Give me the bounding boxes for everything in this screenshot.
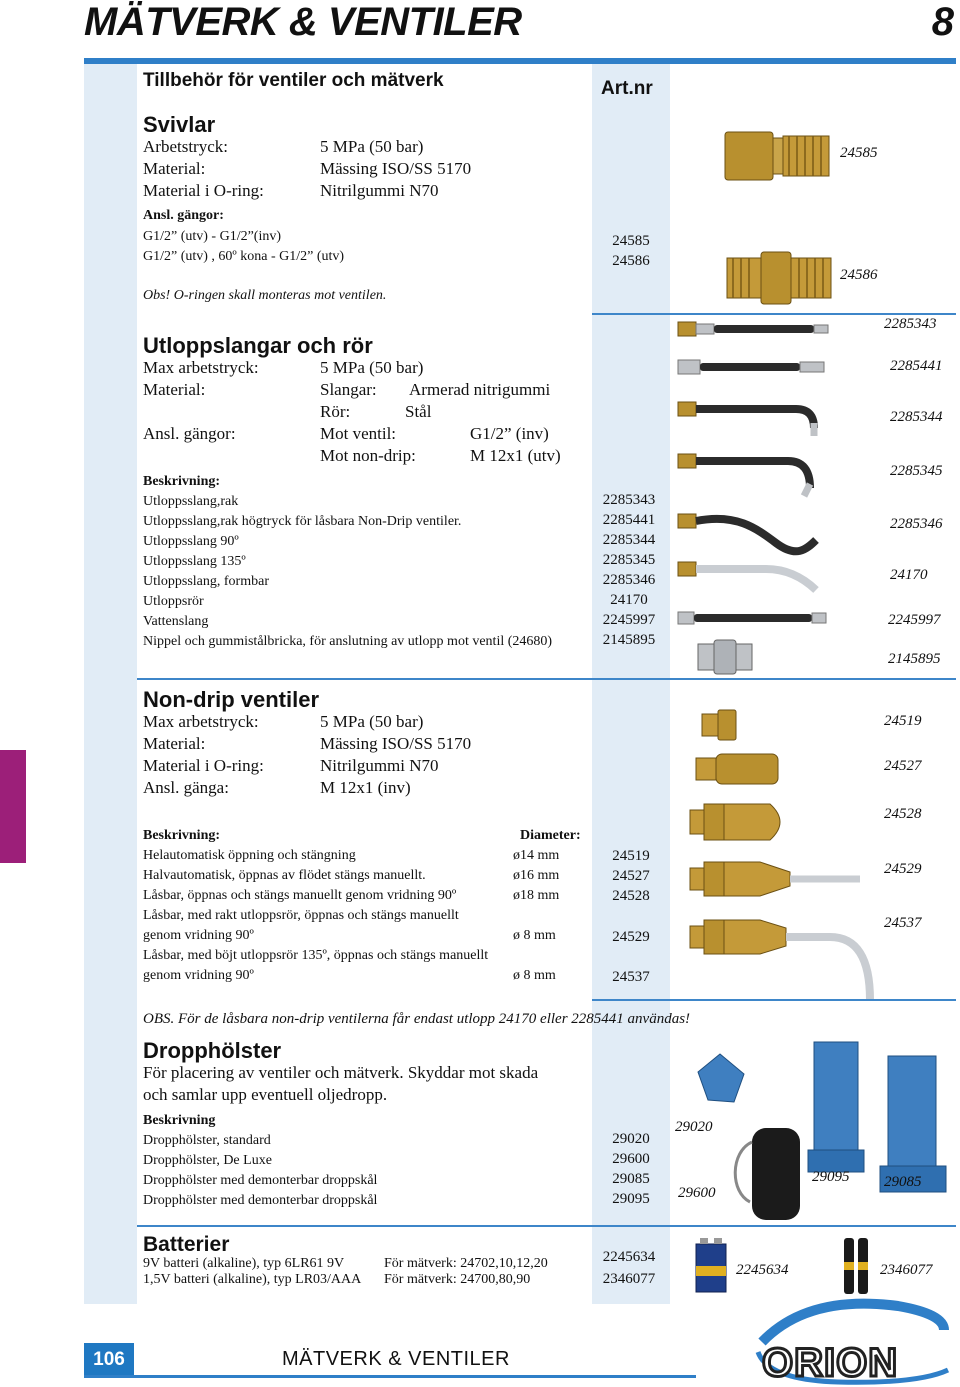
nondrip-valves-image [690, 700, 890, 1010]
svivlar-spec-value: Mässing ISO/SS 5170 [320, 159, 472, 178]
utlopp-mot-ventil-value: G1/2” (inv) [470, 424, 549, 443]
image-label: 24537 [884, 915, 922, 931]
swivel-24586-image [727, 250, 837, 306]
utlopp-item-desc: Utloppsslang, formbar [143, 574, 269, 589]
batterier-title: Batterier [143, 1233, 230, 1256]
utlopp-slang-value: Armerad nitrigummi [409, 380, 551, 399]
utlopp-item-desc: Utloppsslang,rak högtryck för låsbara Non-Drip ventiler. [143, 514, 462, 529]
nondrip-spec-label: Material i O-ring: [143, 756, 264, 775]
nondrip-spec-label: Material: [143, 734, 206, 753]
nondrip-spec-value: 5 MPa (50 bar) [320, 712, 424, 731]
dropp-item-desc: Dropphölster med demonterbar droppskål [143, 1193, 378, 1208]
image-label: 24170 [890, 567, 928, 583]
art-number: 2285346 [602, 572, 656, 588]
nondrip-spec-value: M 12x1 (inv) [320, 778, 411, 797]
section-heading: Tillbehör för ventiler och mätverk [143, 70, 444, 91]
art-number-column [592, 64, 670, 1304]
image-label: 29085 [884, 1174, 922, 1190]
utlopp-mot-nondrip-label: Mot non-drip: [320, 446, 416, 465]
chapter-number: 8 [931, 0, 954, 44]
svivlar-title: Svivlar [143, 112, 216, 137]
art-number: 24519 [612, 848, 650, 864]
image-label: 2245997 [888, 612, 941, 628]
image-label: 2285345 [890, 463, 943, 479]
svivlar-spec-value: 5 MPa (50 bar) [320, 137, 424, 156]
image-label: 2285343 [884, 316, 937, 332]
chapter-side-tab [0, 750, 26, 863]
utlopp-item-desc: Utloppsslang 90º [143, 534, 239, 549]
svivlar-note: Obs! O-ringen skall monteras mot ventilen. [143, 288, 387, 303]
image-label: 2245634 [736, 1262, 789, 1278]
left-column-band [84, 64, 137, 1304]
image-label: 24585 [840, 145, 878, 161]
nondrip-spec-label: Max arbetstryck: [143, 712, 259, 731]
dropp-title: Dropphölster [143, 1038, 282, 1063]
utlopp-title: Utloppslangar och rör [143, 333, 373, 358]
art-number: 2245634 [602, 1249, 656, 1265]
obs-note: OBS. För de låsbara non-drip ventilerna får endast utlopp 24170 eller 2285441 användas! [143, 1011, 691, 1027]
footer-title: MÄTVERK & VENTILER [282, 1348, 510, 1370]
nondrip-item-desc: genom vridning 90º [143, 928, 254, 943]
art-number: 29095 [612, 1191, 650, 1207]
dropp-item-desc: Dropphölster, De Luxe [143, 1153, 272, 1168]
image-label: 24529 [884, 861, 922, 877]
svivlar-spec-label: Material i O-ring: [143, 181, 264, 200]
swivel-24585-image [725, 126, 835, 186]
image-label: 2285344 [890, 409, 943, 425]
image-label: 24528 [884, 806, 922, 822]
footer-rule [84, 1375, 696, 1378]
art-number: 2285441 [602, 512, 656, 528]
drip-holders-image [690, 1042, 960, 1222]
image-label: 2145895 [888, 651, 941, 667]
art-number: 24585 [612, 233, 650, 249]
orion-logo [748, 1300, 958, 1384]
art-number: 24529 [612, 929, 650, 945]
utlopp-ror-value: Stål [405, 402, 432, 421]
art-number: 29020 [612, 1131, 650, 1147]
page-title: MÄTVERK & VENTILER [84, 0, 522, 44]
hoses-image [676, 318, 836, 678]
battery-desc: 9V batteri (alkaline), typ 6LR61 9V [143, 1256, 345, 1271]
battery-for: För mätverk: 24700,80,90 [384, 1272, 531, 1287]
image-label: 29095 [812, 1169, 850, 1185]
dropp-item-desc: Dropphölster, standard [143, 1133, 271, 1148]
image-label: 29020 [675, 1119, 713, 1135]
image-label: 2285441 [890, 358, 943, 374]
section-divider [592, 313, 956, 315]
svg-text:ORION: ORION [762, 1341, 899, 1385]
nondrip-item-diam: ø 8 mm [513, 928, 556, 943]
utlopp-item-desc: Nippel och gummistålbricka, för anslutning av utlopp mot ventil (24680) [143, 634, 553, 649]
nondrip-spec-value: Nitrilgummi N70 [320, 756, 439, 775]
svivlar-thread: G1/2” (utv) , 60º kona - G1/2” (utv) [143, 249, 345, 264]
nondrip-item-diam: ø14 mm [513, 848, 560, 863]
battery-for: För mätverk: 24702,10,12,20 [384, 1256, 548, 1271]
art-number: 24537 [612, 969, 650, 985]
nondrip-spec-label: Ansl. gänga: [143, 778, 229, 797]
nondrip-diam-header: Diameter: [520, 828, 581, 843]
nondrip-item-desc: Låsbar, med rakt utloppsrör, öppnas och stängs manuellt [143, 908, 459, 923]
utlopp-material-label: Material: [143, 380, 206, 399]
art-number: 24528 [612, 888, 650, 904]
nondrip-item-desc: Halvautomatisk, öppnas av flödet stängs manuellt. [143, 868, 426, 883]
utlopp-mot-nondrip-value: M 12x1 (utv) [470, 446, 561, 465]
image-label: 29600 [678, 1185, 716, 1201]
dropp-desc-header: Beskrivning [143, 1113, 216, 1128]
art-number: 2346077 [602, 1271, 656, 1287]
svivlar-spec-label: Arbetstryck: [143, 137, 228, 156]
nondrip-spec-value: Mässing ISO/SS 5170 [320, 734, 472, 753]
dropp-item-desc: Dropphölster med demonterbar droppskål [143, 1173, 378, 1188]
section-divider [592, 999, 956, 1001]
nondrip-item-desc: Helautomatisk öppning och stängning [143, 848, 356, 863]
art-number: 2285345 [602, 552, 656, 568]
header-rule [84, 58, 956, 64]
image-label: 2285346 [890, 516, 943, 532]
utlopp-item-desc: Utloppsslang,rak [143, 494, 239, 509]
art-number: 24586 [612, 253, 650, 269]
utlopp-spec-value: 5 MPa (50 bar) [320, 358, 424, 377]
svivlar-thread: G1/2” (utv) - G1/2”(inv) [143, 229, 282, 244]
art-number: 2245997 [602, 612, 656, 628]
nondrip-item-diam: ø 8 mm [513, 968, 556, 983]
image-label: 2346077 [880, 1262, 933, 1278]
nondrip-item-desc: genom vridning 90º [143, 968, 254, 983]
utlopp-item-desc: Utloppsrör [143, 594, 204, 609]
nondrip-item-diam: ø18 mm [513, 888, 560, 903]
utlopp-item-desc: Utloppsslang 135º [143, 554, 246, 569]
svivlar-ansl-label: Ansl. gängor: [143, 208, 224, 223]
page-number: 106 [84, 1343, 134, 1377]
utlopp-ansl-label: Ansl. gängor: [143, 424, 236, 443]
utlopp-slang-label: Slangar: [320, 380, 377, 399]
dropp-intro: och samlar upp eventuell oljedropp. [143, 1085, 388, 1104]
utlopp-mot-ventil-label: Mot ventil: [320, 424, 397, 443]
art-number: 29600 [612, 1151, 650, 1167]
art-number: 2285343 [602, 492, 656, 508]
nondrip-desc-header: Beskrivning: [143, 828, 221, 843]
svivlar-spec-label: Material: [143, 159, 206, 178]
nondrip-item-diam: ø16 mm [513, 868, 560, 883]
nondrip-title: Non-drip ventiler [143, 687, 320, 712]
utlopp-item-desc: Vattenslang [143, 614, 209, 629]
svivlar-spec-value: Nitrilgummi N70 [320, 181, 439, 200]
battery-desc: 1,5V batteri (alkaline), typ LR03/AAA [143, 1272, 362, 1287]
nondrip-item-desc: Låsbar, öppnas och stängs manuellt genom vridning 90º [143, 888, 457, 903]
section-divider [137, 678, 956, 680]
dropp-intro: För placering av ventiler och mätverk. Skyddar mot skada [143, 1063, 539, 1082]
art-number: 29085 [612, 1171, 650, 1187]
art-number: 24527 [612, 868, 650, 884]
utlopp-spec-label: Max arbetstryck: [143, 358, 259, 377]
nondrip-item-desc: Låsbar, med böjt utloppsrör 135º, öppnas och stängs manuellt [143, 948, 489, 963]
image-label: 24527 [884, 758, 922, 774]
art-number: 2285344 [602, 532, 656, 548]
art-number: 2145895 [602, 632, 656, 648]
image-label: 24586 [840, 267, 878, 283]
art-number: 24170 [610, 592, 648, 608]
section-divider [137, 1225, 956, 1227]
utlopp-desc-header: Beskrivning: [143, 474, 221, 489]
utlopp-ror-label: Rör: [320, 402, 351, 421]
art-column-header: Art.nr [601, 78, 653, 99]
image-label: 24519 [884, 713, 922, 729]
